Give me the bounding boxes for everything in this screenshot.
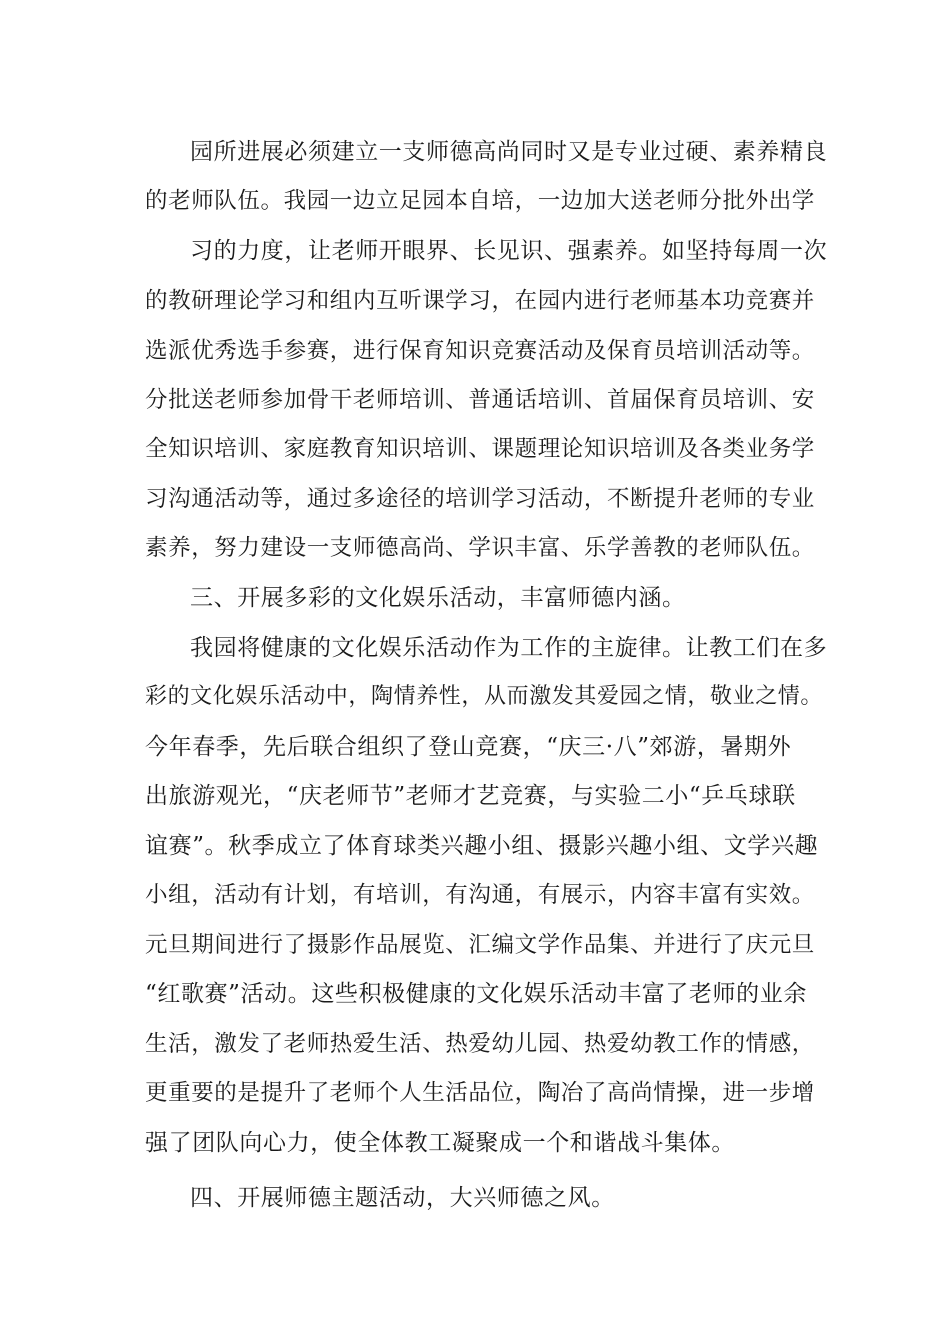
text-line-5: 选派优秀选手参赛，进行保育知识竞赛活动及保育员培训活动等。 (145, 338, 815, 364)
text-line-9: 素养，努力建设一支师德高尚、学识丰富、乐学善教的老师队伍。 (145, 535, 815, 561)
text-line-20: 更重要的是提升了老师个人生活品位，陶冶了高尚情操，进一步增 (145, 1080, 815, 1106)
text-line-4: 的教研理论学习和组内互听课学习，在园内进行老师基本功竞赛并 (145, 288, 815, 314)
text-line-14: 出旅游观光，“庆老师节”老师才艺竞赛，与实验二小“乒乓球联 (145, 783, 796, 809)
text-line-12: 彩的文化娱乐活动中，陶情养性，从而激发其爱园之情，敬业之情。 (145, 684, 824, 709)
text-line-19: 生活，激发了老师热爱生活、热爱幼儿园、热爱幼教工作的情感， (145, 1031, 815, 1057)
text-line-2: 的老师队伍。我园一边立足园本自培，一边加大送老师分批外出学 (145, 188, 815, 214)
text-line-15: 谊赛”。秋季成立了体育球类兴趣小组、摄影兴趣小组、文学兴趣 (145, 833, 819, 859)
text-line-11: 我园将健康的文化娱乐活动作为工作的主旋律。让教工们在多 (190, 635, 828, 661)
text-line-16: 小组，活动有计划，有培训，有沟通，有展示，内容丰富有实效。 (145, 882, 815, 908)
text-line-8: 习沟通活动等，通过多途径的培训学习活动，不断提升老师的专业 (145, 486, 815, 512)
section-heading-4: 四、开展师德主题活动，大兴师德之风。 (190, 1185, 615, 1211)
text-line-3: 习的力度，让老师开眼界、长见识、强素养。如坚持每周一次 (190, 238, 828, 264)
text-line-21: 强了团队向心力，使全体教工凝聚成一个和谐战斗集体。 (145, 1130, 735, 1156)
text-line-17: 元旦期间进行了摄影作品展览、汇编文学作品集、并进行了庆元旦 (145, 932, 815, 958)
text-line-7: 全知识培训、家庭教育知识培训、课题理论知识培训及各类业务学 (145, 436, 815, 462)
text-line-13: 今年春季，先后联合组织了登山竞赛，“庆三·八”郊游，暑期外 (145, 734, 792, 760)
text-line-1: 园所进展必须建立一支师德高尚同时又是专业过硬、素养精良 (190, 139, 828, 165)
text-line-6: 分批送老师参加骨干老师培训、普通话培训、首届保育员培训、安 (145, 387, 815, 413)
section-heading-3: 三、开展多彩的文化娱乐活动，丰富师德内涵。 (190, 585, 686, 611)
text-line-18: “红歌赛”活动。这些积极健康的文化娱乐活动丰富了老师的业余 (145, 981, 807, 1007)
